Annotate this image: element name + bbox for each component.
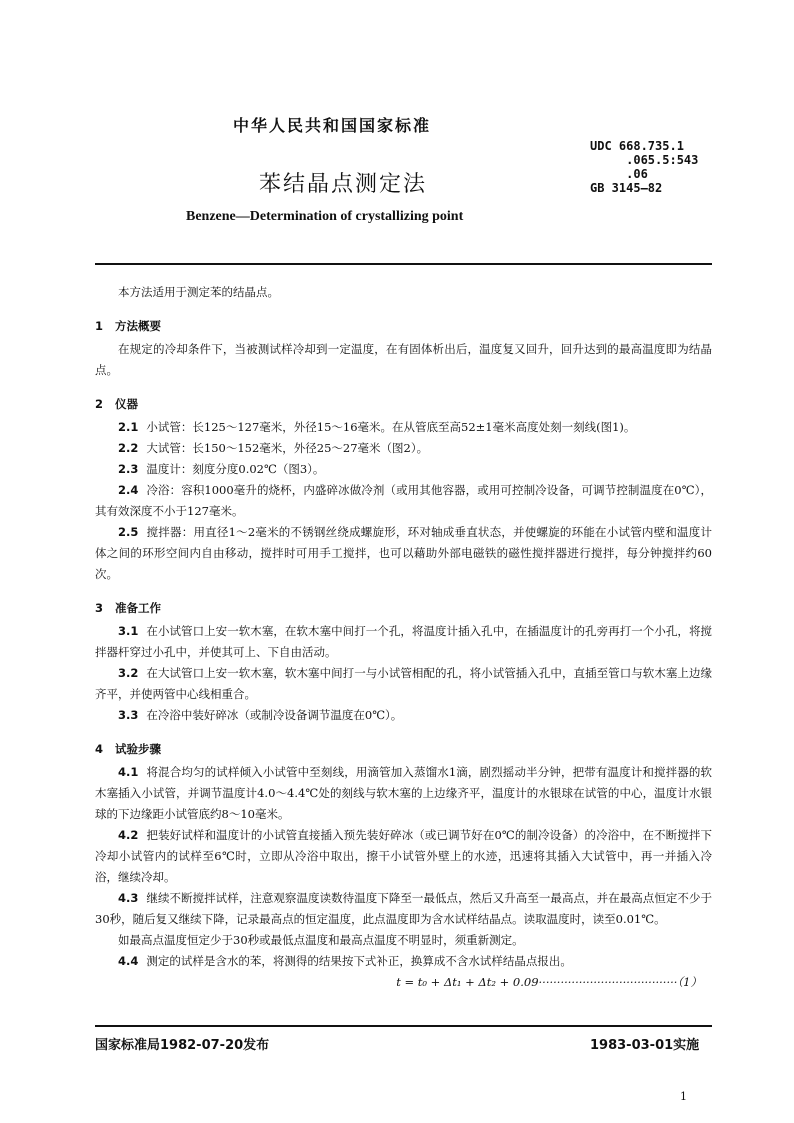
footer-rule <box>95 1025 712 1027</box>
section-1-paragraph: 在规定的冷却条件下，当被测试样冷却到一定温度，在有固体析出后，温度复又回升，回升达到的最高温度即为结晶点。 <box>95 342 712 377</box>
clause-2-1: 2.1 小试管：长125～127毫米，外径15～16毫米。在从管底至高52±1毫米高度处刻一刻线(图1)。 <box>118 420 636 434</box>
publish-date: 国家标准局1982-07-20发布 <box>95 1038 270 1053</box>
standard-title: 中华人民共和国国家标准 <box>233 116 432 135</box>
intro-paragraph: 本方法适用于测定苯的结晶点。 <box>118 285 279 299</box>
udc-code-2: .065.5:543 <box>590 153 699 167</box>
page-number: 1 <box>680 1090 687 1103</box>
english-title: Benzene—Determination of crystallizing point <box>186 209 464 224</box>
udc-code-3: .06 <box>590 167 648 181</box>
clause-2-3: 2.3 温度计：刻度分度0.02℃（图3）。 <box>118 462 325 476</box>
effective-date: 1983-03-01实施 <box>590 1038 700 1053</box>
formula-1: t = t₀ + Δt₁ + Δt₂ + 0.09······································（1） <box>396 975 702 989</box>
clause-4-2: 4.2 把装好试样和温度计的小试管直接插入预先装好碎冰（或已调节好在0℃的制冷设备）的冷浴中，在不断搅拌下冷却小试管内的试样至6℃时，立即从冷浴中取出，擦干小试管外壁上的水迹，迅速将其插入大试管中，再一并插入冷浴，继续冷却。 <box>95 828 712 884</box>
clause-3-1: 3.1 在小试管口上安一软木塞，在软木塞中间打一个孔，将温度计插入孔中，在插温度计的孔旁再打一个小孔，将搅拌器杆穿过小孔中，并使其可上、下自由活动。 <box>95 624 712 659</box>
document-title: 苯结晶点测定法 <box>259 172 428 197</box>
classification-codes <box>590 139 698 195</box>
clause-3-2: 3.2 在大试管口上安一软木塞，软木塞中间打一与小试管相配的孔，将小试管插入孔中，直插至管口与软木塞上边缘齐平，并使两管中心线相重合。 <box>95 666 712 701</box>
clause-4-1: 4.1 将混合均匀的试样倾入小试管中至刻线，用滴管加入蒸馏水1滴，剧烈摇动半分钟，把带有温度计和搅拌器的软木塞插入小试管，并调节温度计4.0～4.4℃处的刻线与软木塞的上边缘齐平，温度计的水银球在试管的中心，温度计水银球的下边缘距小试管底约8～10毫米。 <box>95 765 712 821</box>
clause-2-5: 2.5 搅拌器：用直径1～2毫米的不锈钢丝绕成螺旋形，环对轴成垂直状态，并使螺旋的环能在小试管内壁和温度计体之间的环形空间内自由移动，搅拌时可用手工搅拌，也可以藉助外部电磁铁的磁性搅拌器进行搅拌，每分钟搅拌约60次。 <box>95 525 712 581</box>
clause-2-4: 2.4 冷浴：容积1000毫升的烧杯，内盛碎冰做冷剂（或用其他容器，或用可控制冷设备，可调节控制温度在0℃），其有效深度不小于127毫米。 <box>95 483 712 518</box>
clause-4-3-note: 如最高点温度恒定少于30秒或最低点温度和最高点温度不明显时，须重新测定。 <box>118 933 524 947</box>
document-body <box>95 282 712 993</box>
section-heading: 3 准备工作 <box>95 601 161 615</box>
clause-4-3: 4.3 继续不断搅拌试样，注意观察温度读数待温度下降至一最低点，然后又升高至一最高点，并在最高点恒定不少于30秒，随后复又继续下降，记录最高点的恒定温度，此点温度即为含水试样结晶点。读取温度时，读至0.01℃。 <box>95 891 712 926</box>
clause-2-2: 2.2 大试管：长150～152毫米，外径25～27毫米（图2）。 <box>118 441 429 455</box>
section-heading: 1 方法概要 <box>95 319 161 333</box>
section-heading: 4 试验步骤 <box>95 742 161 756</box>
section-heading: 2 仪器 <box>95 397 138 411</box>
gb-code: GB 3145—82 <box>590 181 663 195</box>
udc-code: UDC 668.735.1 <box>590 139 684 153</box>
clause-3-3: 3.3 在冷浴中装好碎冰（或制冷设备调节温度在0℃）。 <box>118 708 403 722</box>
clause-4-4: 4.4 测定的试样是含水的苯，将测得的结果按下式补正，换算成不含水试样结晶点报出。 <box>118 954 572 968</box>
header-rule <box>95 263 712 265</box>
